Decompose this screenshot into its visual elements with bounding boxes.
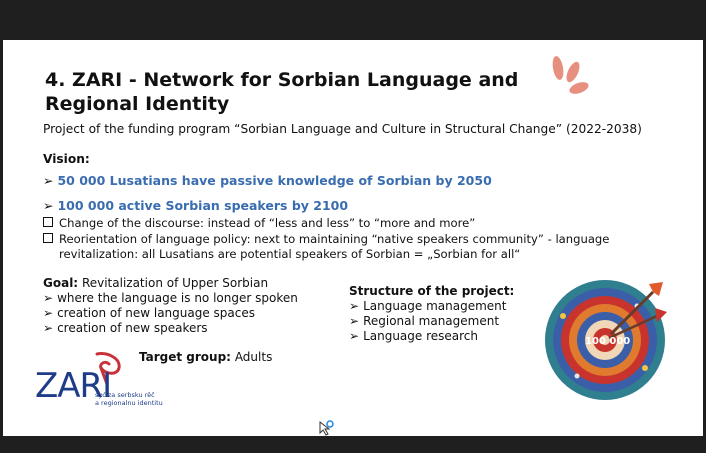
goal-text: Revitalization of Upper Sorbian <box>81 276 269 290</box>
zari-logo-tagline-line1: syć za serbsku rěč <box>95 391 155 399</box>
slide <box>3 40 703 436</box>
checklist-item-1-text: Change of the discourse: instead of “less and less” to “more and more” <box>59 216 476 230</box>
checklist-item-2 <box>43 232 663 262</box>
checklist-item-2-continued: revitalization: all Lusatians are potential speakers of Sorbian = „Sorbian for all“ <box>59 247 521 261</box>
decorative-petal-icon <box>549 54 595 100</box>
target-group-label: Target group: <box>139 350 231 364</box>
arrow-bullet-icon: ➢ <box>349 329 360 343</box>
goal-item-text: where the language is no longer spoken <box>57 291 298 305</box>
goal-item <box>43 321 298 336</box>
arrow-bullet-icon: ➢ <box>43 306 54 320</box>
structure-item-text: Language research <box>363 329 479 343</box>
dartboard-target-icon <box>537 276 673 402</box>
goal-section <box>43 276 298 336</box>
structure-item-text: Language management <box>363 299 507 313</box>
vision-label: Vision: <box>43 152 90 166</box>
arrow-bullet-icon: ➢ <box>43 198 54 213</box>
goal-item-text: creation of new speakers <box>57 321 208 335</box>
dartboard-label: 100 000 <box>585 336 631 347</box>
vision-highlight-2-text: 100 000 active Sorbian speakers by 2100 <box>57 198 349 213</box>
arrow-bullet-icon: ➢ <box>43 173 54 188</box>
slide-subtitle: Project of the funding program “Sorbian Language and Culture in Structural Change” (2022-2038) <box>43 122 642 136</box>
structure-item <box>349 314 514 329</box>
vision-highlight-1-text: 50 000 Lusatians have passive knowledge of Sorbian by 2050 <box>57 173 492 188</box>
structure-heading: Structure of the project: <box>349 284 515 298</box>
slide-title-line2: Regional Identity <box>45 93 230 115</box>
slide-title <box>45 68 565 116</box>
mouse-cursor-icon <box>318 420 334 436</box>
slide-title-line1: 4. ZARI - Network for Sorbian Language and <box>45 69 519 91</box>
structure-item <box>349 329 514 344</box>
checkbox-bullet-icon <box>43 217 53 227</box>
target-group-value: Adults <box>234 350 273 364</box>
structure-item <box>349 299 514 314</box>
checklist-item-2-text: Reorientation of language policy: next to maintaining “native speakers community” - language <box>59 232 610 246</box>
goal-item <box>43 291 298 306</box>
goal-label: Goal: <box>43 276 79 290</box>
goal-heading <box>43 276 298 291</box>
goal-item <box>43 306 298 321</box>
arrow-bullet-icon: ➢ <box>349 314 360 328</box>
zari-logo <box>35 352 185 412</box>
arrow-bullet-icon: ➢ <box>43 291 54 305</box>
structure-item-text: Regional management <box>363 314 500 328</box>
zari-logo-word: ZARI <box>35 366 112 406</box>
vision-highlight-2 <box>43 198 348 213</box>
goal-item-text: creation of new language spaces <box>57 306 256 320</box>
checkbox-bullet-icon <box>43 233 53 243</box>
zari-logo-tagline <box>95 391 163 407</box>
vision-highlight-1 <box>43 173 492 188</box>
structure-section <box>349 284 514 344</box>
checklist-item-1 <box>43 216 663 231</box>
arrow-bullet-icon: ➢ <box>349 299 360 313</box>
zari-logo-tagline-line2: a regionalnu identitu <box>95 399 163 407</box>
arrow-bullet-icon: ➢ <box>43 321 54 335</box>
